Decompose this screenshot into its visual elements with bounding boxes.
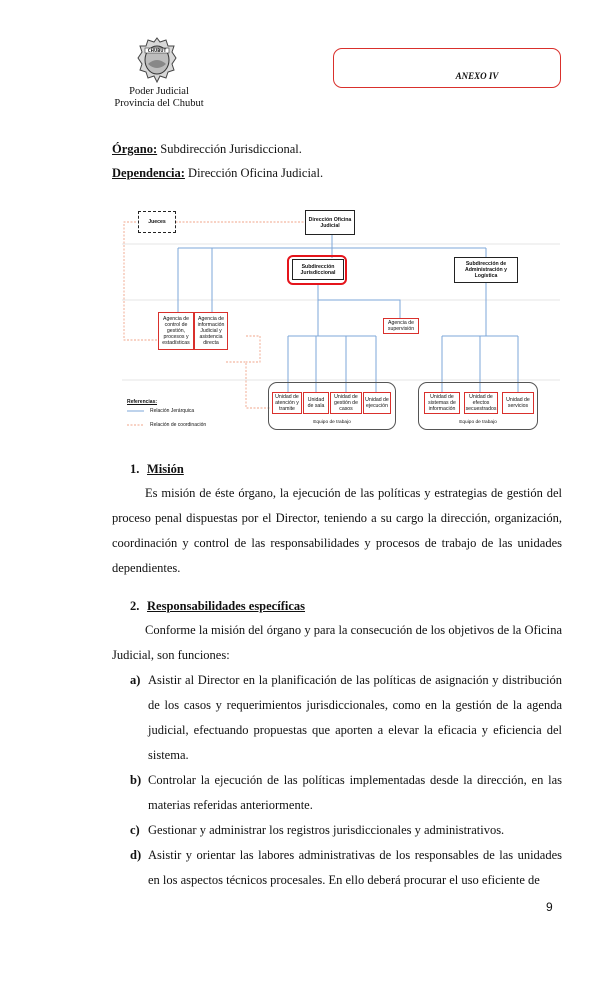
equipo-label: Equipo de trabajo [313, 420, 351, 425]
unidad-box: Unidad de sistemas de información [424, 392, 460, 414]
sub-administracion-box: Subdirección de Administración y Logística [454, 257, 518, 283]
dependencia-value: Dirección Oficina Judicial. [184, 166, 324, 180]
list-item [130, 843, 562, 893]
section-1-text: Es misión de éste órgano, la ejecución de las políticas y estrategias de gestión del proceso penal dispuestas por el Director, teniendo a su cargo la dirección, organización, coordinación y control de las responsabilidades y procesos de trabajo de las unidades dependientes. [112, 486, 562, 575]
jueces-box: Jueces [138, 211, 176, 233]
list-item-label: b) [130, 773, 142, 787]
page-number: 9 [546, 900, 553, 914]
section-2-heading [130, 599, 305, 614]
unidad-box: Unidad de efectos secuestrados [465, 394, 497, 412]
agencia-supervision-box: Agencia de supervisión [383, 318, 419, 334]
list-item-text: Gestionar y administrar los registros jurisdiccionales y administrativos. [148, 823, 505, 837]
unidad-box: Unidad de ejecución [363, 392, 391, 414]
organo-value: Subdirección Jurisdiccional. [157, 142, 302, 156]
agencia-informacion-box: Agencia de información Judicial y asistencia directa [194, 312, 228, 350]
unidad-box: Unidad de gestión de casos [330, 392, 362, 414]
section-2-intro [112, 618, 562, 668]
section-2-intro-text: Conforme la misión del órgano y para la consecución de los objetivos de la Oficina Judicial, son funciones: [112, 623, 562, 662]
annex-label: ANEXO IV [455, 71, 499, 81]
organo-label: Órgano: [112, 142, 158, 156]
org-chart [0, 0, 603, 460]
list-item [130, 768, 562, 818]
section-1-number: 1. [130, 462, 140, 476]
section-1-paragraph [112, 481, 562, 581]
institution-line-2: Provincia del Chubut [114, 98, 204, 109]
list-item-label: d) [130, 848, 142, 862]
unidad-box: Unidad de atención y tramite [272, 392, 302, 414]
ref-coordinacion: Relación de coordinación [150, 422, 207, 428]
list-item [130, 818, 562, 843]
ref-jerarquica: Relación Jerárquica [150, 408, 195, 414]
list-item-text: Controlar la ejecución de las políticas implementadas desde la dirección, en las materias referidas anteriormente. [148, 773, 562, 812]
dependencia-label: Dependencia: [112, 166, 185, 180]
unidad-box: Unidad de servicios [502, 392, 534, 414]
list-item-text: Asistir al Director en la planificación de las políticas de asignación y distribución de los casos y requerimientos jurisdiccionales, como en la gestión de la agenda judicial, efectuando propuestas que aporten a elevar la eficacia y eficiencia del sistema. [148, 673, 562, 762]
section-1-heading [130, 462, 184, 477]
equipo-label: Equipo de trabajo [459, 420, 497, 425]
crest-text: CHUBUT [147, 48, 167, 53]
referencias-title: Referencias: [127, 399, 158, 405]
list-item-label: c) [130, 823, 140, 837]
unidad-box: Unidad de sala [303, 392, 329, 414]
direccion-box: Dirección Oficina Judicial [305, 210, 355, 235]
section-1-title: Misión [147, 462, 184, 476]
list-item [130, 668, 562, 768]
section-2-title: Responsabilidades específicas [147, 599, 306, 613]
list-item-label: a) [130, 673, 141, 687]
institution-line-1: Poder Judicial [129, 86, 189, 97]
list-item-text: Asistir y orientar las labores administrativas de los responsables de las unidades en los aspectos técnicos procesales. En ello deberá procurar el uso eficiente de [148, 848, 562, 887]
agencia-control-box: Agencia de control de gestión, procesos y estadísticas [158, 312, 194, 350]
sub-jurisdiccional-box: Subdirección Jurisdiccional [292, 259, 344, 280]
section-2-number: 2. [130, 599, 140, 613]
